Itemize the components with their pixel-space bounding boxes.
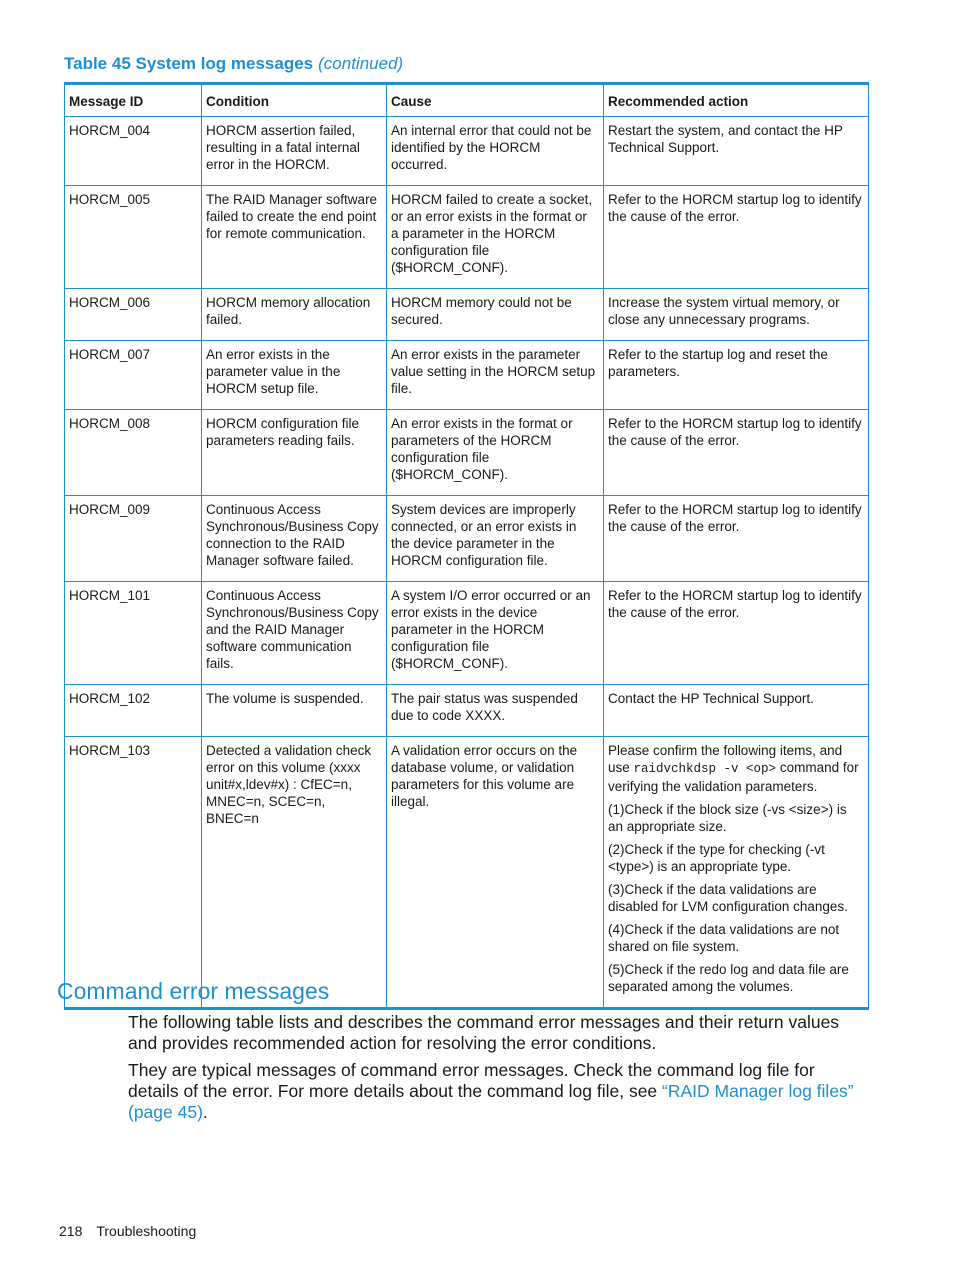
cell-condition: An error exists in the parameter value in the HORCM setup file. [202, 341, 387, 410]
cell-message-id: HORCM_102 [65, 685, 202, 737]
cell-message-id: HORCM_008 [65, 410, 202, 496]
section-body [128, 1012, 868, 1129]
cell-message-id: HORCM_005 [65, 186, 202, 289]
page-footer [59, 1223, 196, 1239]
action-intro [608, 742, 863, 795]
cell-action: Refer to the HORCM startup log to identify the cause of the error. [604, 496, 869, 582]
cell-cause: System devices are improperly connected, or an error exists in the device parameter in the HORCM configuration file. [387, 496, 604, 582]
section-heading: Command error messages [57, 978, 330, 1004]
section-paragraph [128, 1060, 868, 1123]
table-row [65, 410, 869, 496]
cell-message-id: HORCM_103 [65, 737, 202, 1009]
table-row [65, 737, 869, 1009]
header-condition: Condition [202, 84, 387, 117]
cell-cause: HORCM memory could not be secured. [387, 289, 604, 341]
table-header-row [65, 84, 869, 117]
cell-condition: Continuous Access Synchronous/Business Copy and the RAID Manager software communication fails. [202, 582, 387, 685]
cell-action: Increase the system virtual memory, or close any unnecessary programs. [604, 289, 869, 341]
cell-action: Restart the system, and contact the HP Technical Support. [604, 117, 869, 186]
cell-cause: A system I/O error occurred or an error exists in the device parameter in the HORCM configuration file ($HORCM_CONF). [387, 582, 604, 685]
table-row [65, 117, 869, 186]
table-caption [64, 54, 403, 74]
cell-action: Refer to the startup log and reset the parameters. [604, 341, 869, 410]
action-item: (5)Check if the redo log and data file are separated among the volumes. [608, 962, 849, 994]
cell-action: Refer to the HORCM startup log to identify the cause of the error. [604, 582, 869, 685]
table-caption-label: Table 45 System log messages [64, 54, 314, 73]
cell-cause: An internal error that could not be identified by the HORCM occurred. [387, 117, 604, 186]
action-item: (1)Check if the block size (-vs <size>) is an appropriate size. [608, 802, 847, 834]
cell-action: Contact the HP Technical Support. [604, 685, 869, 737]
cell-message-id: HORCM_004 [65, 117, 202, 186]
page-number: 218 [59, 1223, 83, 1239]
command-code: raidvchkdsp -v <op> [633, 762, 777, 776]
cell-message-id: HORCM_006 [65, 289, 202, 341]
cell-cause: An error exists in the format or parameters of the HORCM configuration file ($HORCM_CONF). [387, 410, 604, 496]
cell-action [604, 737, 869, 1009]
header-cause: Cause [387, 84, 604, 117]
cell-message-id: HORCM_101 [65, 582, 202, 685]
table-body [65, 117, 869, 1009]
system-log-table [64, 82, 869, 1010]
table-row [65, 582, 869, 685]
cell-condition: The RAID Manager software failed to create the end point for remote communication. [202, 186, 387, 289]
header-message-id: Message ID [65, 84, 202, 117]
action-intro-text-end: command for verifying the validation parameters. [608, 760, 859, 794]
action-item: (4)Check if the data validations are not shared on file system. [608, 922, 840, 954]
cell-cause: The pair status was suspended due to code XXXX. [387, 685, 604, 737]
cell-cause: A validation error occurs on the database volume, or validation parameters for this volume are illegal. [387, 737, 604, 1009]
cell-condition: HORCM configuration file parameters reading fails. [202, 410, 387, 496]
table-row [65, 685, 869, 737]
action-intro-text: Please confirm the following items, and use [608, 743, 843, 775]
cell-cause: HORCM failed to create a socket, or an error exists in the format or a parameter in the HORCM configuration file ($HORCM_CONF). [387, 186, 604, 289]
cell-message-id: HORCM_007 [65, 341, 202, 410]
cell-condition: Detected a validation check error on this volume (xxxx unit#x,ldev#x) : CfEC=n, MNEC=n, SCEC=n, BNEC=n [202, 737, 387, 1009]
cell-message-id: HORCM_009 [65, 496, 202, 582]
cell-action: Refer to the HORCM startup log to identify the cause of the error. [604, 186, 869, 289]
action-item: (2)Check if the type for checking (-vt <type>) is an appropriate type. [608, 842, 825, 874]
section-paragraph: The following table lists and describes the command error messages and their return values and provides recommended action for resolving the error conditions. [128, 1012, 840, 1053]
cell-cause: An error exists in the parameter value setting in the HORCM setup file. [387, 341, 604, 410]
table-row [65, 341, 869, 410]
log-files-link[interactable]: “RAID Manager log files” (page 45) [128, 1081, 854, 1122]
cell-condition: HORCM memory allocation failed. [202, 289, 387, 341]
section-paragraph-end: . [202, 1102, 208, 1122]
cell-condition: Continuous Access Synchronous/Business Copy connection to the RAID Manager software failed. [202, 496, 387, 582]
cell-condition: The volume is suspended. [202, 685, 387, 737]
footer-section: Troubleshooting [96, 1223, 197, 1239]
table-row [65, 186, 869, 289]
table-row [65, 496, 869, 582]
cell-action: Refer to the HORCM startup log to identify the cause of the error. [604, 410, 869, 496]
table-caption-continued: (continued) [318, 54, 404, 73]
section-paragraph-text: They are typical messages of command error messages. Check the command log file for details of the error. For more details about the command log file, see [128, 1060, 815, 1101]
table-row [65, 289, 869, 341]
cell-condition: HORCM assertion failed, resulting in a fatal internal error in the HORCM. [202, 117, 387, 186]
header-recommended-action: Recommended action [604, 84, 869, 117]
action-item: (3)Check if the data validations are disabled for LVM configuration changes. [608, 882, 848, 914]
